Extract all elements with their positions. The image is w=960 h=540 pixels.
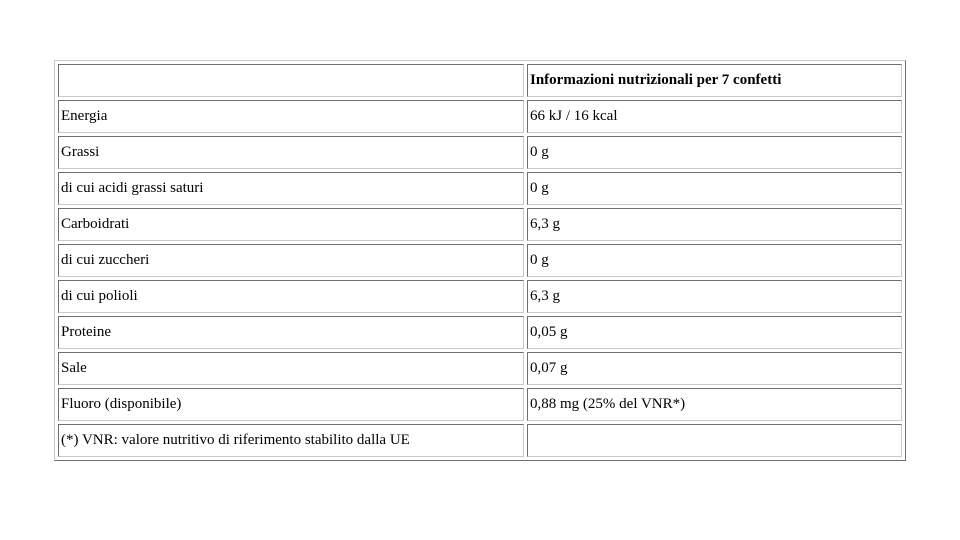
value-cell: 0 g [527,244,902,277]
table-row [58,280,902,313]
value-cell: 0,07 g [527,352,902,385]
nutrient-cell: Carboidrati [58,208,524,241]
table-row [58,316,902,349]
value-cell: 6,3 g [527,280,902,313]
table-row [58,100,902,133]
table-row [58,172,902,205]
nutrient-cell: Energia [58,100,524,133]
value-cell: 0 g [527,172,902,205]
footnote-cell: (*) VNR: valore nutritivo di riferimento stabilito dalla UE [58,424,524,457]
value-cell: 6,3 g [527,208,902,241]
value-cell: 0,88 mg (25% del VNR*) [527,388,902,421]
nutrient-cell: Sale [58,352,524,385]
header-value-cell: Informazioni nutrizionali per 7 confetti [527,64,902,97]
nutrition-table [54,60,906,461]
table-row [58,244,902,277]
table-row [58,388,902,421]
empty-value-cell [527,424,902,457]
nutrient-cell: Grassi [58,136,524,169]
value-cell: 0,05 g [527,316,902,349]
table-row [58,208,902,241]
nutrient-cell: di cui acidi grassi saturi [58,172,524,205]
table-row [58,352,902,385]
footnote-row [58,424,902,457]
table-header-row [58,64,902,97]
value-cell: 0 g [527,136,902,169]
nutrient-cell: di cui zuccheri [58,244,524,277]
nutrient-cell: di cui polioli [58,280,524,313]
table-row [58,136,902,169]
nutrient-cell: Proteine [58,316,524,349]
header-nutrient-cell [58,64,524,97]
value-cell: 66 kJ / 16 kcal [527,100,902,133]
nutrient-cell: Fluoro (disponibile) [58,388,524,421]
